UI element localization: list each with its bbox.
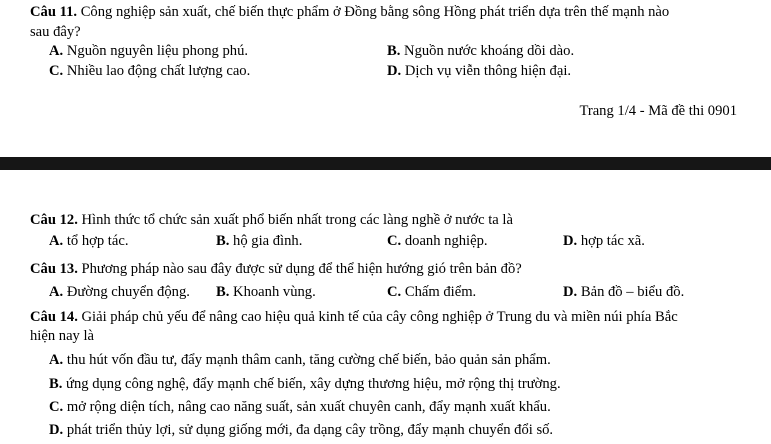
option-text: mở rộng diện tích, nâng cao năng suất, sản xuất chuyên canh, đẩy mạnh xuất khẩu. bbox=[63, 399, 551, 415]
question-12-number: Câu 12. bbox=[30, 212, 78, 228]
question-13-option-c[interactable] bbox=[387, 283, 476, 301]
option-letter: C. bbox=[387, 284, 402, 300]
option-letter: B. bbox=[216, 233, 230, 249]
option-text: ứng dụng công nghệ, đẩy mạnh chế biến, xây dựng thương hiệu, mở rộng thị trường. bbox=[62, 376, 561, 392]
question-13-option-a[interactable] bbox=[49, 283, 190, 301]
question-12-option-c[interactable] bbox=[387, 232, 488, 250]
question-13-stem bbox=[30, 260, 522, 278]
option-letter: A. bbox=[49, 43, 64, 59]
question-14-number: Câu 14. bbox=[30, 309, 78, 325]
question-14-option-a[interactable] bbox=[49, 351, 551, 369]
option-text: Chấm điểm. bbox=[401, 284, 477, 300]
option-letter: A. bbox=[49, 284, 64, 300]
option-text: Nguồn nước khoáng dồi dào. bbox=[400, 43, 575, 59]
option-letter: A. bbox=[49, 233, 64, 249]
option-letter: C. bbox=[387, 233, 402, 249]
option-letter: C. bbox=[49, 399, 64, 415]
page-break-divider bbox=[0, 157, 771, 170]
question-11-option-d[interactable] bbox=[387, 62, 571, 80]
question-11-stem-line2: sau đây? bbox=[30, 24, 81, 40]
question-14-option-b[interactable] bbox=[49, 375, 561, 393]
question-14-stem-line2: hiện nay là bbox=[30, 328, 95, 344]
question-14-option-c[interactable] bbox=[49, 398, 551, 416]
option-text: Nhiều lao động chất lượng cao. bbox=[63, 63, 251, 79]
question-13-number: Câu 13. bbox=[30, 261, 78, 277]
question-14-option-d[interactable] bbox=[49, 421, 553, 439]
question-12-option-b[interactable] bbox=[216, 232, 302, 250]
question-13-option-d[interactable] bbox=[563, 283, 684, 301]
question-11-stem-line1 bbox=[30, 3, 669, 21]
option-text: Dịch vụ viễn thông hiện đại. bbox=[401, 63, 572, 79]
option-text: hộ gia đình. bbox=[229, 233, 303, 249]
option-text: hợp tác xã. bbox=[577, 233, 645, 249]
option-text: Nguồn nguyên liệu phong phú. bbox=[63, 43, 249, 59]
question-14-stem-line1 bbox=[30, 308, 678, 326]
page-footer: Trang 1/4 - Mã đề thi 0901 bbox=[579, 103, 737, 119]
option-letter: D. bbox=[387, 63, 402, 79]
question-13-option-b[interactable] bbox=[216, 283, 316, 301]
option-letter: B. bbox=[387, 43, 401, 59]
question-11-number: Câu 11. bbox=[30, 4, 78, 20]
question-14-text: Giải pháp chủ yếu để nâng cao hiệu quả kinh tế của cây công nghiệp ở Trung du và miền núi phía Bắc bbox=[77, 309, 678, 325]
question-12-text: Hình thức tổ chức sản xuất phổ biến nhất trong các làng nghề ở nước ta là bbox=[77, 212, 513, 228]
question-11-text: Công nghiệp sản xuất, chế biến thực phẩm ở Đồng bằng sông Hồng phát triển dựa trên thế mạnh nào bbox=[77, 4, 670, 20]
option-text: thu hút vốn đầu tư, đẩy mạnh thâm canh, tăng cường chế biến, bảo quản sản phẩm. bbox=[63, 352, 551, 368]
option-text: phát triển thủy lợi, sử dụng giống mới, đa dạng cây trồng, đẩy mạnh chuyển đổi số. bbox=[63, 422, 554, 438]
option-letter: C. bbox=[49, 63, 64, 79]
option-letter: D. bbox=[563, 284, 578, 300]
option-letter: B. bbox=[49, 376, 63, 392]
option-letter: D. bbox=[563, 233, 578, 249]
question-13-text: Phương pháp nào sau đây được sử dụng để thể hiện hướng gió trên bản đồ? bbox=[77, 261, 522, 277]
option-text: Bản đồ – biểu đồ. bbox=[577, 284, 685, 300]
option-letter: A. bbox=[49, 352, 64, 368]
question-11-option-a[interactable] bbox=[49, 42, 248, 60]
option-letter: B. bbox=[216, 284, 230, 300]
option-text: Khoanh vùng. bbox=[229, 284, 316, 300]
option-text: Đường chuyển động. bbox=[63, 284, 190, 300]
question-11-option-c[interactable] bbox=[49, 62, 250, 80]
option-text: tổ hợp tác. bbox=[63, 233, 129, 249]
question-12-stem bbox=[30, 211, 513, 229]
question-12-option-d[interactable] bbox=[563, 232, 645, 250]
question-11-option-b[interactable] bbox=[387, 42, 574, 60]
option-letter: D. bbox=[49, 422, 64, 438]
question-12-option-a[interactable] bbox=[49, 232, 128, 250]
option-text: doanh nghiệp. bbox=[401, 233, 488, 249]
